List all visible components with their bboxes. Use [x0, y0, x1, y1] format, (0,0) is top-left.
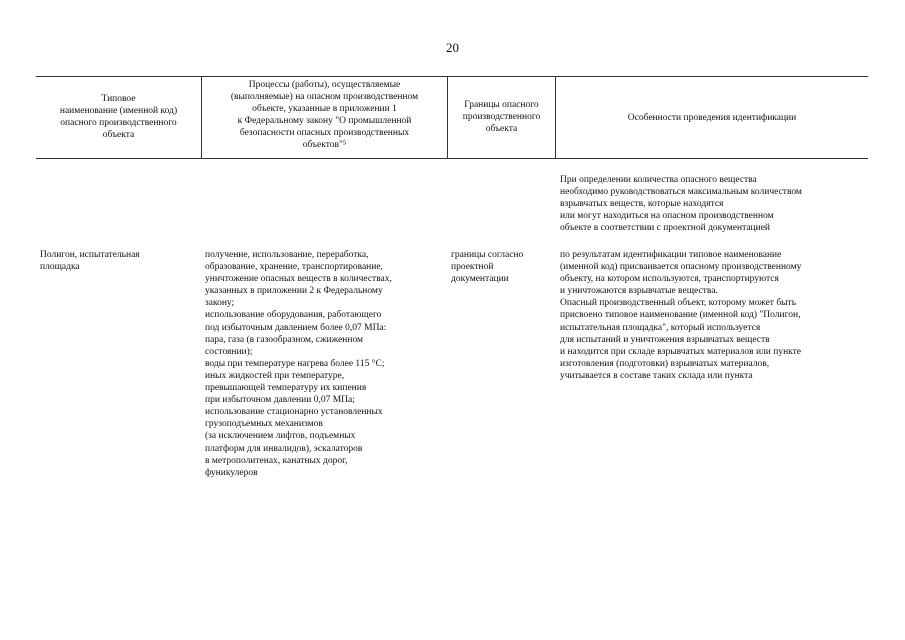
object-identification: по результатам идентификации типовое наименование (именной код) присваивается опасному производственному объекту, на котором используются, транспортируются и уничтожаются взрывчатые вещества. Опасный производственный объект, которому может быть присвоено типовое наименование (именной код) "Полигон, испытательная площадка", который используется для испытаний и уничтожения взрывчатых веществ и находится при складе взрывчатых материалов или пункте изготовления (подготовки) взрывчатых материалов, учитывается в составе таких склада или пункта [560, 250, 802, 381]
identification-preamble-note: При определении количества опасного вещества необходимо руководствоваться максимальным количеством взрывчатых веществ, которые находятся или могут находиться на опасном производственном объекте в соответствии с проектной документацией [560, 175, 802, 234]
object-boundaries: границы согласно проектной документации [451, 250, 524, 285]
page-number: 20 [446, 40, 459, 55]
header-processes: Процессы (работы), осуществляемые (выполняемые) на опасном производственном объекте, указанные в приложении 1 к Федеральному закону "О промышленной безопасности опасных производственных объектов"⁵ [230, 80, 419, 151]
table-header-rule [36, 158, 868, 159]
header-boundaries: Границы опасного производственного объекта [462, 100, 541, 135]
header-identification: Особенности проведения идентификации [627, 113, 797, 123]
table-top-rule [36, 76, 868, 77]
object-type-name: Полигон, испытательная площадка [40, 250, 140, 273]
object-processes: получение, использование, переработка, образование, хранение, транспортирование, уничтожение опасных веществ в количествах, указанных в приложении 2 к Федеральному закону; использование оборудования, работающего под избыточным давлением более 0,07 МПа: пара, газа (в газообразном, сжиженном состоянии); воды при температуре нагрева более 115 °С; иных жидкостей при температуре, превышающей температуру их кипения при избыточном давлении 0,07 МПа; использование стационарно установленных грузоподъемных механизмов (за исключением лифтов, подъемных платформ для инвалидов), эскалаторов в метрополитенах, канатных дорог, фуникулеров [205, 250, 392, 478]
header-type-name: Типовое наименование (именной код) опасного производственного объекта [59, 94, 178, 141]
